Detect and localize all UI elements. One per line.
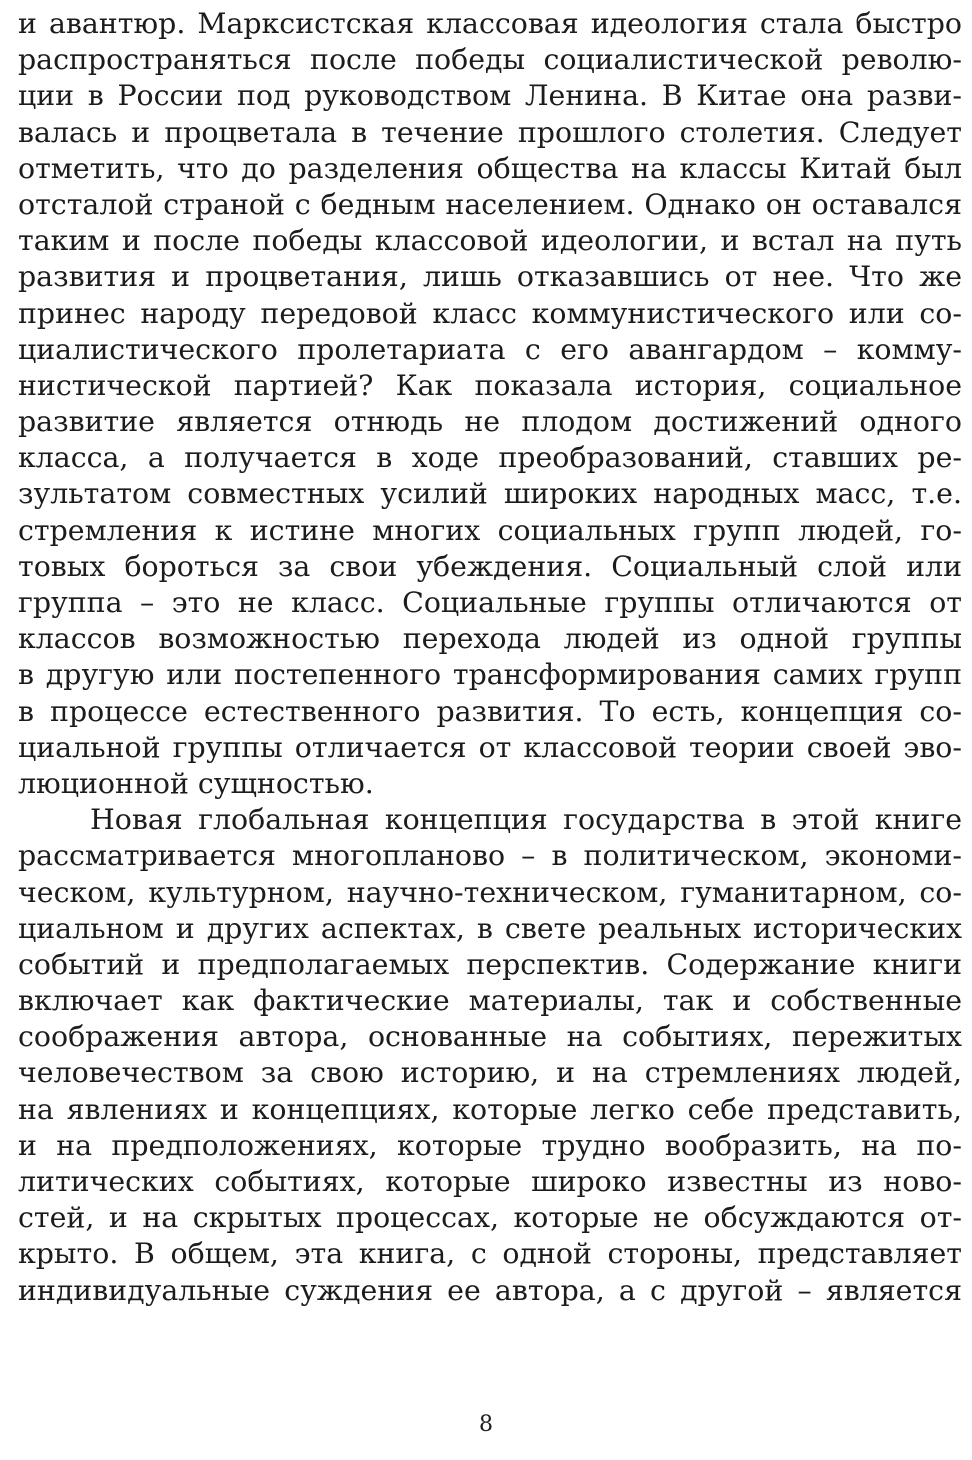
text-line: отсталой страной с бедным населением. Однако он оставался: [18, 187, 962, 221]
text-line: развития и процветания, лишь отказавшись от нее. Что же: [18, 260, 962, 294]
text-line: и на предположениях, которые трудно вообразить, на по-: [18, 1128, 962, 1162]
text-line: на явлениях и концепциях, которые легко себе представить,: [18, 1092, 962, 1126]
text-line: развитие является отнюдь не плодом достижений одного: [18, 405, 962, 439]
text-line: зультатом совместных усилий широких народных масс, т.е.: [18, 477, 962, 511]
text-line: соображения автора, основанные на событиях, пережитых: [18, 1020, 962, 1054]
text-line: и авантюр. Марксистская классовая идеология стала быстро: [18, 7, 962, 40]
text-line: циалистического пролетариата с его авангардом – комму-: [18, 332, 962, 366]
paragraph-2: [18, 802, 962, 1309]
text-line: принес народу передовой класс коммунистического или со-: [18, 296, 962, 330]
text-line: включает как фактические материалы, так и собственные: [18, 984, 962, 1018]
text-line: товых бороться за свои убеждения. Социальный слой или: [18, 549, 962, 583]
text-line: отметить, что до разделения общества на классы Китай был: [18, 151, 962, 185]
text-line: стремления к истине многих социальных групп людей, го-: [18, 513, 962, 547]
text-line: ческом, культурном, научно-техническом, гуманитарном, со-: [18, 875, 962, 909]
text-line: нистической партией? Как показала история, социальное: [18, 368, 962, 402]
text-line: класса, а получается в ходе преобразований, ставших ре-: [18, 441, 962, 475]
text-line: циальном и других аспектах, в свете реальных исторических: [18, 911, 962, 945]
text-line: группа – это не класс. Социальные группы отличаются от: [18, 586, 962, 619]
body-text: [18, 6, 962, 1309]
text-line: распространяться после победы социалистической револю-: [18, 43, 962, 77]
text-line: Новая глобальная концепция государства в этой книге: [90, 803, 962, 837]
text-line: стей, и на скрытых процессах, которые не обсуждаются от-: [18, 1201, 962, 1235]
page-number: 8: [479, 1412, 493, 1437]
text-line: крыто. В общем, эта книга, с одной стороны, представляет: [18, 1237, 962, 1271]
text-line: валась и процветала в течение прошлого столетия. Следует: [18, 115, 962, 149]
text-line: ции в России под руководством Ленина. В Китае она разви-: [18, 79, 962, 113]
text-line: литических событиях, которые широко известны из ново-: [18, 1165, 962, 1198]
text-line: циальной группы отличается от классовой теории своей эво-: [18, 730, 962, 764]
text-line: таким и после победы классовой идеологии, и встал на путь: [18, 224, 962, 258]
text-line: человечеством за свою историю, и на стремлениях людей,: [18, 1056, 962, 1090]
text-line: событий и предполагаемых перспектив. Содержание книги: [18, 947, 962, 981]
text-line: люционной сущностью.: [18, 766, 374, 800]
text-line: индивидуальные суждения ее автора, а с другой – является: [18, 1273, 962, 1307]
text-line: рассматривается многопланово – в политическом, экономи-: [18, 839, 962, 873]
text-line: в процессе естественного развития. То есть, концепция со-: [18, 694, 962, 728]
text-line: классов возможностью перехода людей из одной группы: [18, 622, 962, 656]
paragraph-1: [18, 6, 962, 802]
text-line: в другую или постепенного трансформирования самих групп: [18, 658, 962, 692]
